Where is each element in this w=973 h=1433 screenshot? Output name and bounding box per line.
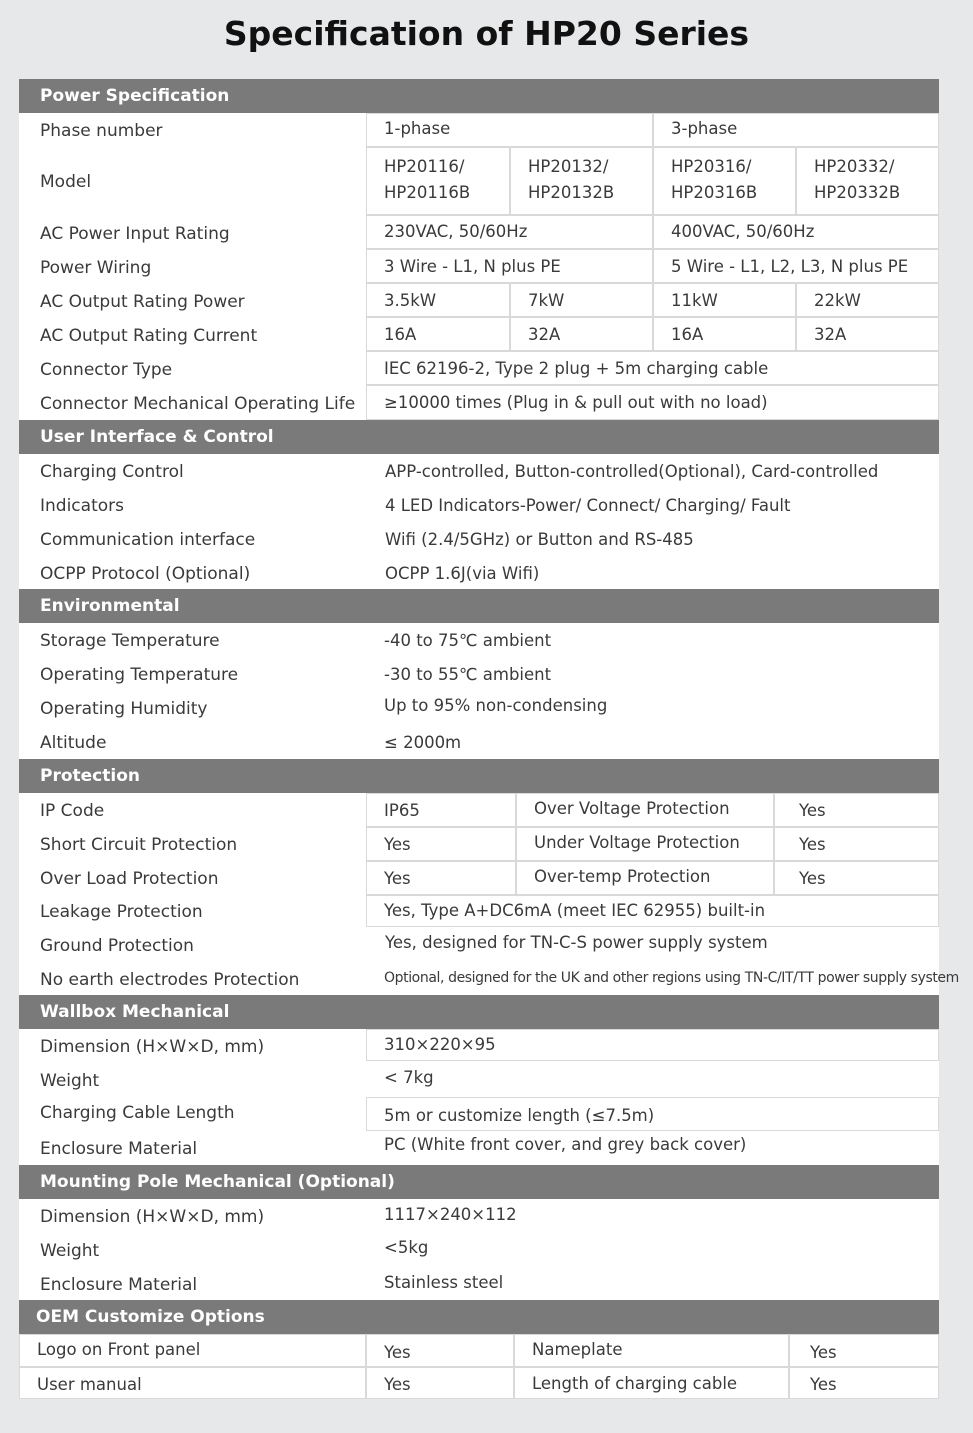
model-line: HP20316B	[671, 183, 758, 202]
output-current-label: AC Output Rating Current	[40, 326, 258, 346]
model-hp20316	[653, 147, 796, 215]
power-wiring-3: 5 Wire - L1, L2, L3, N plus PE	[653, 249, 939, 283]
output-power-cell: 3.5kW	[366, 283, 510, 317]
cable-option-label: Length of charging cable	[514, 1367, 789, 1399]
model-line: HP20116B	[384, 183, 471, 202]
pole-dimension-label: Dimension (H×W×D, mm)	[40, 1207, 265, 1227]
wallbox-weight-label: Weight	[40, 1071, 100, 1091]
power-wiring-1: 3 Wire - L1, N plus PE	[366, 249, 653, 283]
phase-1-cell: 1-phase	[366, 113, 653, 147]
pole-enclosure-label: Enclosure Material	[40, 1275, 198, 1295]
section-power: Power Specification	[19, 79, 939, 113]
altitude-label: Altitude	[40, 733, 107, 753]
under-voltage-value: Yes	[774, 827, 939, 861]
model-line: HP20332/	[814, 157, 895, 176]
section-user-interface: User Interface & Control	[19, 420, 939, 454]
over-temp-value: Yes	[774, 861, 939, 895]
model-hp20116	[366, 147, 510, 215]
output-current-cell: 32A	[510, 317, 653, 351]
model-line: HP20116/	[384, 157, 465, 176]
charging-control-value: APP-controlled, Button-controlled(Optional), Card-controlled	[385, 462, 879, 481]
page-title: Specification of HP20 Series	[223, 14, 750, 53]
storage-temp-label: Storage Temperature	[40, 631, 220, 651]
operating-temp-label: Operating Temperature	[40, 665, 239, 685]
indicators-label: Indicators	[40, 496, 124, 516]
wallbox-dimension-label: Dimension (H×W×D, mm)	[40, 1037, 265, 1057]
over-load-value: Yes	[366, 861, 516, 895]
manual-value: Yes	[366, 1367, 514, 1399]
charging-control-label: Charging Control	[40, 462, 184, 482]
nameplate-label: Nameplate	[514, 1334, 789, 1367]
communication-label: Communication interface	[40, 530, 256, 550]
humidity-label: Operating Humidity	[40, 699, 208, 719]
phase-label: Phase number	[40, 121, 163, 141]
connector-type-value: IEC 62196-2, Type 2 plug + 5m charging cable	[366, 351, 939, 385]
indicators-value: 4 LED Indicators-Power/ Connect/ Charging/ Fault	[385, 496, 791, 515]
model-line: HP20316/	[671, 157, 752, 176]
pole-weight-value: <5kg	[384, 1238, 429, 1257]
model-line: HP20332B	[814, 183, 901, 202]
operating-life-label: Connector Mechanical Operating Life	[40, 394, 356, 414]
pole-enclosure-value: Stainless steel	[384, 1273, 504, 1292]
under-voltage-label: Under Voltage Protection	[516, 827, 774, 861]
section-protection: Protection	[19, 759, 939, 793]
wallbox-dimension-value: 310×220×95	[366, 1029, 939, 1061]
logo-value: Yes	[366, 1334, 514, 1367]
pole-dimension-value: 1117×240×112	[384, 1205, 517, 1224]
model-hp20132	[510, 147, 653, 215]
leakage-label: Leakage Protection	[40, 902, 203, 922]
wallbox-enclosure-label: Enclosure Material	[40, 1139, 198, 1159]
logo-label: Logo on Front panel	[19, 1334, 366, 1367]
cable-option-value: Yes	[789, 1367, 939, 1399]
no-earth-value: Optional, designed for the UK and other regions using TN-C/IT/TT power supply system	[384, 970, 959, 986]
humidity-value: Up to 95% non-condensing	[384, 696, 608, 715]
ocpp-label: OCPP Protocol (Optional)	[40, 564, 251, 584]
section-oem: OEM Customize Options	[19, 1300, 939, 1334]
output-power-cell: 7kW	[510, 283, 653, 317]
output-current-cell: 16A	[366, 317, 510, 351]
ground-value: Yes, designed for TN-C-S power supply system	[385, 933, 768, 952]
model-line: HP20132/	[528, 157, 609, 176]
model-label: Model	[40, 172, 92, 192]
phase-3-cell: 3-phase	[653, 113, 939, 147]
connector-type-label: Connector Type	[40, 360, 173, 380]
manual-label: User manual	[19, 1367, 366, 1399]
no-earth-label: No earth electrodes Protection	[40, 970, 300, 990]
short-circuit-value: Yes	[366, 827, 516, 861]
output-power-cell: 11kW	[653, 283, 796, 317]
spec-table	[19, 79, 959, 1399]
section-mounting-pole: Mounting Pole Mechanical (Optional)	[19, 1165, 939, 1199]
ac-input-1: 230VAC, 50/60Hz	[366, 215, 653, 249]
communication-value: Wifi (2.4/5GHz) or Button and RS-485	[385, 530, 694, 549]
output-power-cell: 22kW	[796, 283, 939, 317]
operating-life-value: ≥10000 times (Plug in & pull out with no load)	[366, 385, 939, 420]
over-temp-label: Over-temp Protection	[516, 861, 774, 895]
ip-code-value: IP65	[366, 793, 516, 827]
output-current-cell: 16A	[653, 317, 796, 351]
ocpp-value: OCPP 1.6J(via Wifi)	[385, 564, 540, 583]
section-environmental: Environmental	[19, 589, 939, 623]
over-load-label: Over Load Protection	[40, 869, 219, 889]
nameplate-value: Yes	[789, 1334, 939, 1367]
ac-input-3: 400VAC, 50/60Hz	[653, 215, 939, 249]
wallbox-weight-value: < 7kg	[384, 1068, 434, 1087]
over-voltage-label: Over Voltage Protection	[516, 793, 774, 827]
section-wallbox: Wallbox Mechanical	[19, 995, 939, 1029]
ac-input-label: AC Power Input Rating	[40, 224, 230, 244]
altitude-value: ≤ 2000m	[384, 733, 462, 752]
cable-length-label: Charging Cable Length	[40, 1103, 235, 1123]
ground-label: Ground Protection	[40, 936, 194, 956]
over-voltage-value: Yes	[774, 793, 939, 827]
short-circuit-label: Short Circuit Protection	[40, 835, 238, 855]
leakage-value: Yes, Type A+DC6mA (meet IEC 62955) built-in	[366, 895, 939, 927]
model-hp20332	[796, 147, 939, 215]
model-line: HP20132B	[528, 183, 615, 202]
output-current-cell: 32A	[796, 317, 939, 351]
pole-weight-label: Weight	[40, 1241, 100, 1261]
ip-code-label: IP Code	[40, 801, 105, 821]
operating-temp-value: -30 to 55℃ ambient	[384, 665, 552, 684]
output-power-label: AC Output Rating Power	[40, 292, 245, 312]
storage-temp-value: -40 to 75℃ ambient	[384, 631, 552, 650]
power-wiring-label: Power Wiring	[40, 258, 152, 278]
cable-length-value: 5m or customize length (≤7.5m)	[366, 1097, 939, 1131]
wallbox-enclosure-value: PC (White front cover, and grey back cover)	[384, 1135, 747, 1154]
